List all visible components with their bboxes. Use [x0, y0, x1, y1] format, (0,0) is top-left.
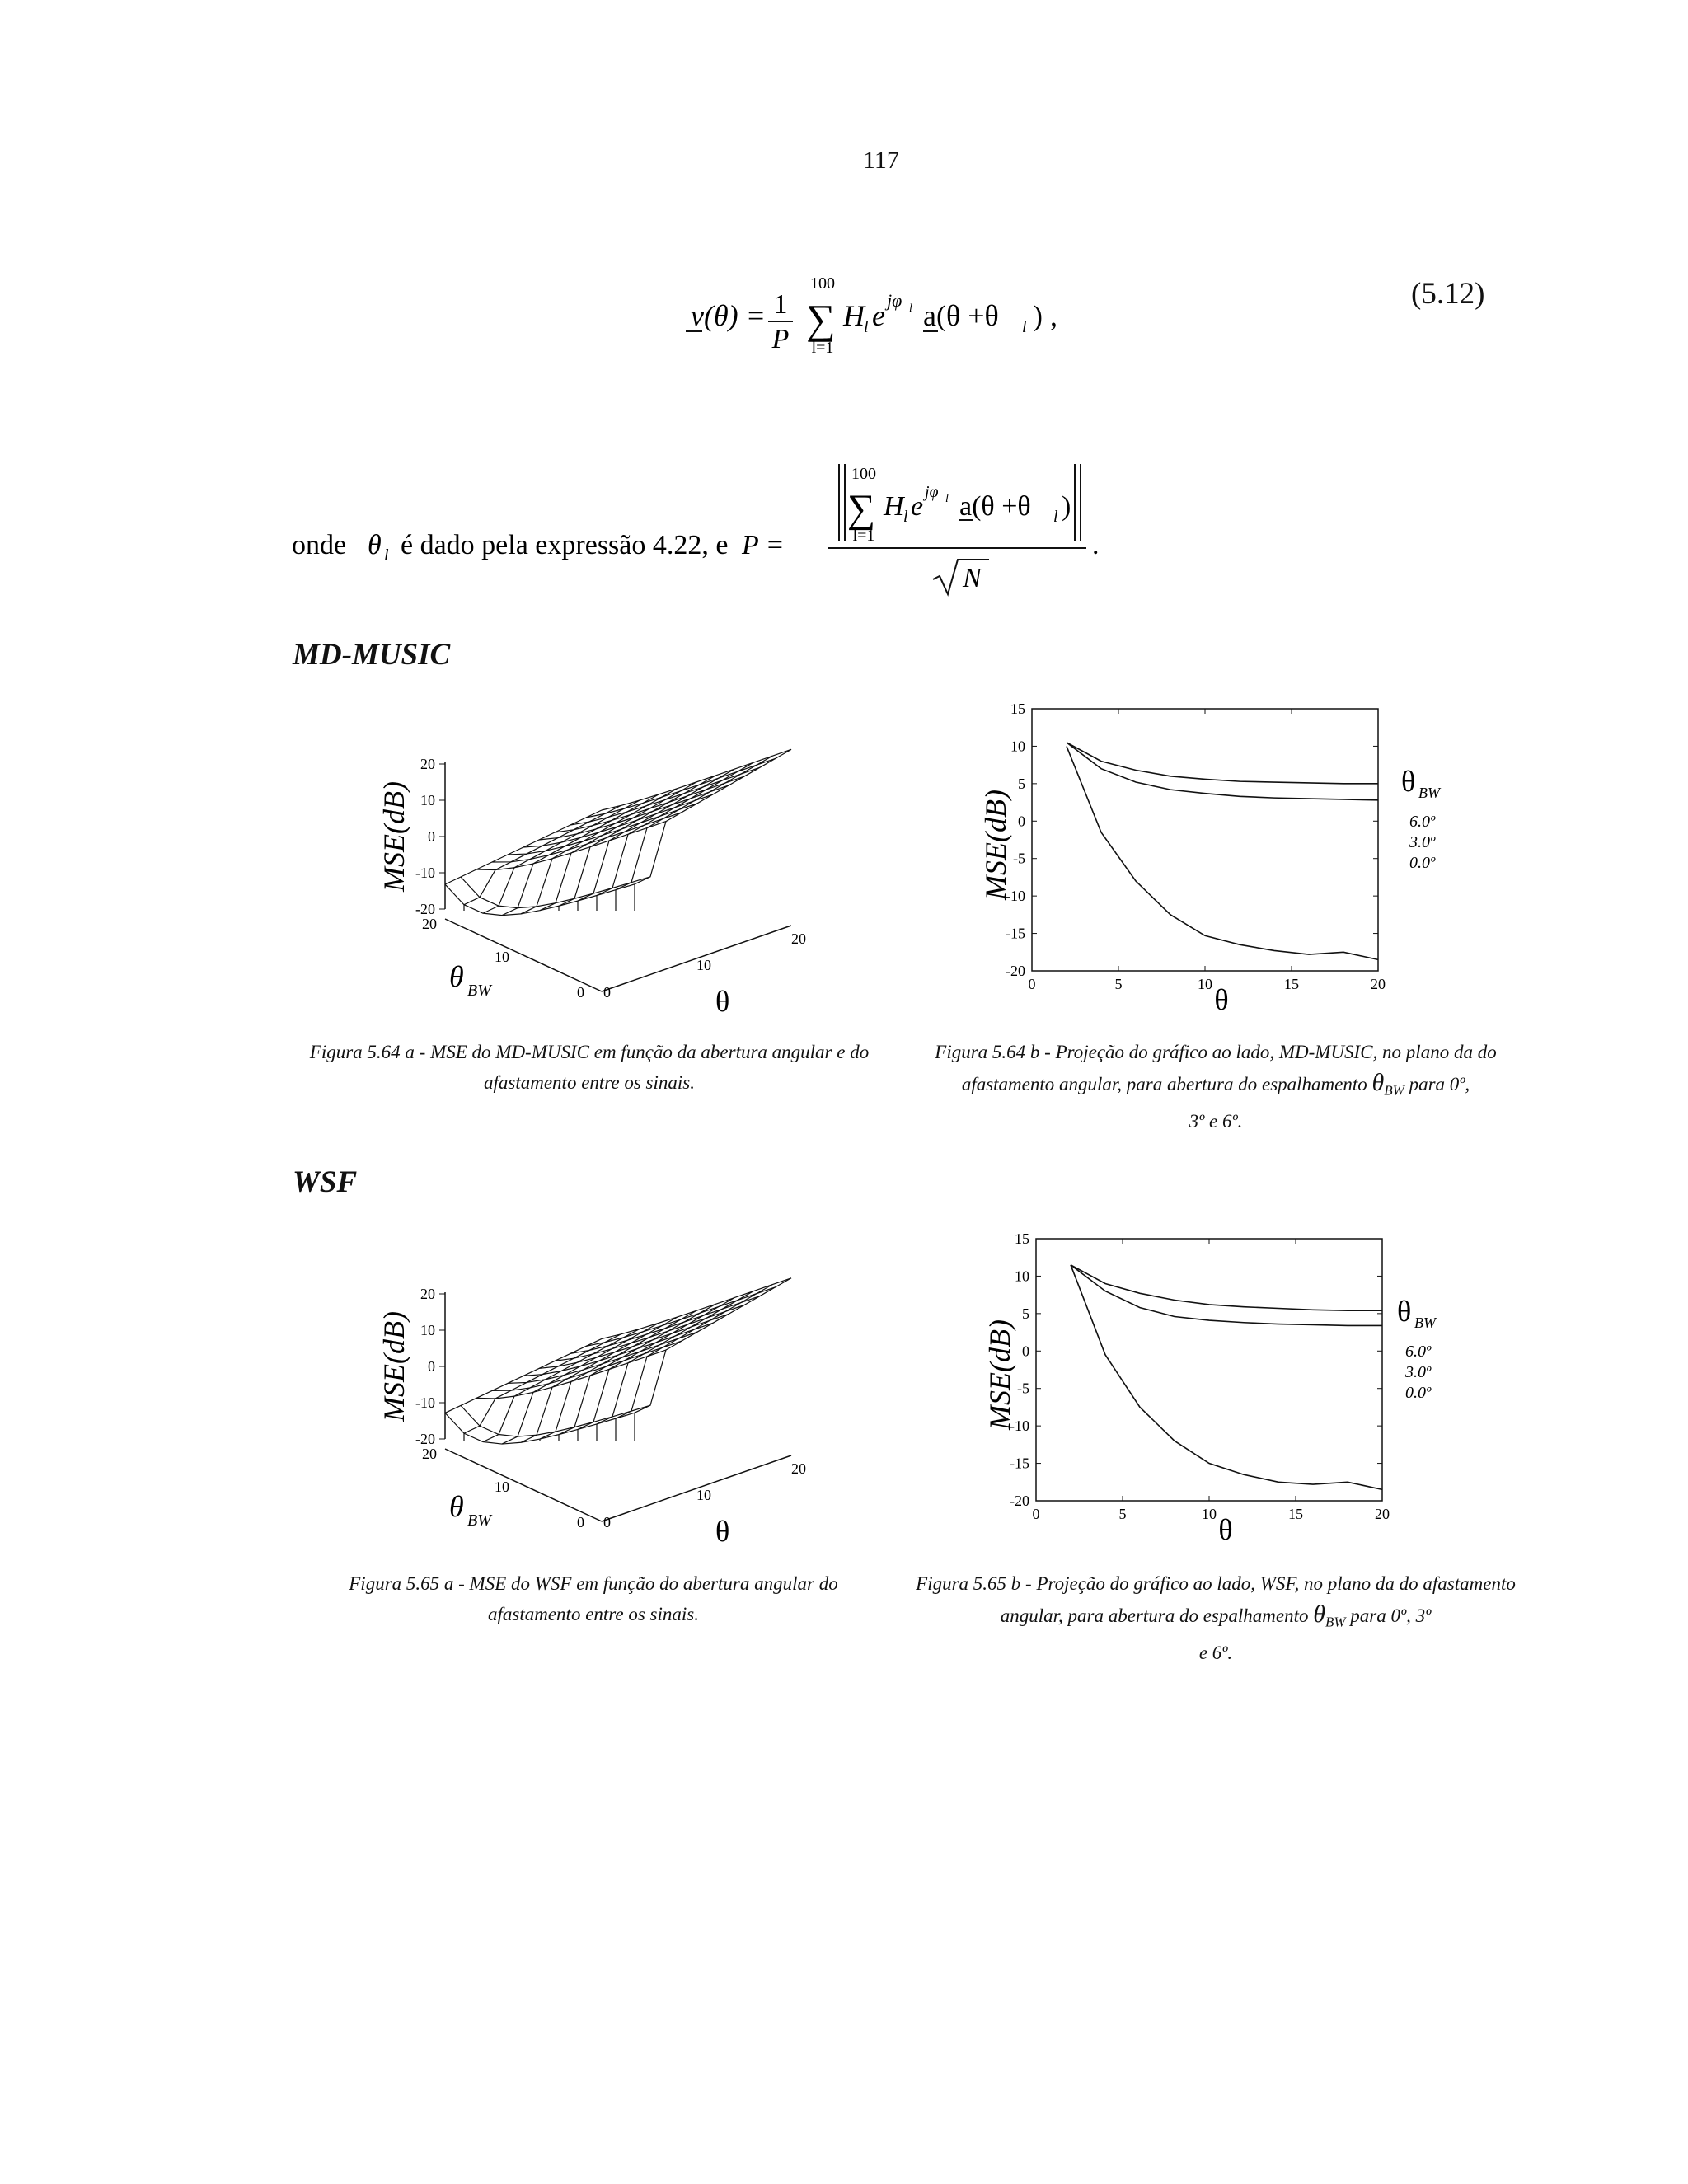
- surf1-theta-tick: 10: [696, 957, 711, 973]
- projection-chart-wsf: [977, 1218, 1471, 1556]
- chart1-legend-entry: 3.0º: [1409, 833, 1436, 851]
- def-sigma: ∑: [847, 487, 876, 531]
- surf2-z-tick: -10: [415, 1394, 435, 1411]
- surf1-theta-tick: 20: [791, 930, 806, 947]
- surf1-bw-tick: 10: [495, 949, 509, 965]
- eq-sigma: ∑: [806, 296, 836, 342]
- def-text: é dado pela expressão 4.22, e: [401, 530, 729, 560]
- mesh-line: [578, 769, 734, 901]
- eq-exp-power-sub: l: [909, 302, 912, 315]
- chart1-plot-area: [1006, 701, 1386, 992]
- y-tick-label: -5: [1017, 1380, 1029, 1397]
- def-p-label: P =: [742, 530, 785, 560]
- eq-denominator: P: [771, 324, 790, 354]
- y-tick-label: 10: [1015, 1268, 1029, 1285]
- def-exp-base: e: [911, 491, 924, 522]
- caption-5-65b-text2: para 0º, 3º: [1350, 1605, 1432, 1626]
- surf2-theta-tick: 20: [791, 1460, 806, 1477]
- def-exp-power: jφ: [925, 483, 939, 501]
- mesh-line: [578, 1298, 734, 1430]
- caption-5-65b-theta-sub: BW: [1325, 1614, 1346, 1630]
- chart1-legend-entry: 6.0º: [1409, 813, 1436, 831]
- chart1-y-label: MSE(dB): [979, 790, 1012, 900]
- surf1-theta-label: θ: [715, 985, 730, 1018]
- surf2-bw-tick: 0: [577, 1514, 584, 1530]
- surf1-bw-tick: 0: [577, 984, 584, 1001]
- caption-5-65b-theta: θ: [1313, 1601, 1325, 1628]
- caption-5-65b-text3: e 6º.: [1198, 1642, 1233, 1663]
- surf1-bw-label: θ: [449, 960, 464, 993]
- chart2-legend-entry: 0.0º: [1405, 1384, 1432, 1402]
- series-line-0: [1067, 743, 1378, 784]
- chart1-x-label: θ: [1214, 983, 1229, 1016]
- surface-mesh: [445, 749, 791, 915]
- mesh-line: [602, 1278, 791, 1339]
- surf2-z-tick: 0: [428, 1358, 435, 1375]
- x-tick-label: 15: [1284, 976, 1299, 992]
- equation-5-12: [676, 264, 1104, 363]
- eq-sum-lower: l=1: [811, 339, 834, 357]
- caption-5-64b-text2: para 0º,: [1409, 1074, 1470, 1094]
- eq-vector-term: a(θ +θ: [923, 299, 999, 332]
- def-sum-lower: l=1: [852, 527, 875, 545]
- y-tick-label: 5: [1022, 1305, 1029, 1322]
- eq-lhs: v(θ) =: [691, 299, 766, 332]
- caption-5-65b-text: Figura 5.65 b - Projeção do gráfico ao lado, WSF, no plano da do afastamento angular, para abertura do espalhamento: [916, 1573, 1516, 1626]
- definition-line: [280, 457, 1121, 598]
- y-tick-label: 15: [1010, 701, 1025, 717]
- eq-vector-sub: l: [1022, 318, 1027, 336]
- def-theta-sub: l: [384, 546, 389, 565]
- surf1-z-tick: -10: [415, 865, 435, 881]
- y-tick-label: 5: [1018, 775, 1025, 792]
- section-heading-md-music: MD-MUSIC: [293, 638, 451, 672]
- x-tick-label: 0: [1028, 976, 1036, 992]
- eq-close: ) ,: [1033, 299, 1057, 332]
- chart2-plot-area: [1010, 1230, 1390, 1522]
- y-tick-label: 0: [1022, 1343, 1029, 1360]
- x-tick-label: 10: [1202, 1506, 1217, 1522]
- chart1-legend-sub: BW: [1418, 785, 1440, 801]
- caption-5-64b-text: Figura 5.64 b - Projeção do gráfico ao lado, MD-MUSIC, no plano da do afastamento angular, para abertura do espalhamento: [935, 1042, 1497, 1094]
- def-period: .: [1092, 530, 1100, 560]
- surf2-bw-label: θ: [449, 1490, 464, 1523]
- surf1-z-tick: -20: [415, 901, 435, 917]
- y-tick-label: -10: [1010, 1418, 1029, 1435]
- x-tick-label: 15: [1288, 1506, 1303, 1522]
- chart2-legend-entry: 3.0º: [1405, 1363, 1432, 1381]
- chart2-y-label: MSE(dB): [983, 1319, 1016, 1430]
- eq-summand: H: [843, 299, 865, 332]
- x-tick-label: 5: [1118, 1506, 1127, 1522]
- surf2-bw-tick: 20: [422, 1446, 437, 1462]
- surface-plot-wsf: [363, 1276, 923, 1548]
- y-tick-label: -15: [1006, 925, 1025, 942]
- def-close: ): [1062, 491, 1071, 522]
- figure-caption-5-65b: [911, 1568, 1521, 1668]
- series-line-1: [1067, 743, 1378, 800]
- surf1-bw-tick: 20: [422, 916, 437, 932]
- projection-chart-md-music: [973, 688, 1467, 1026]
- surf2-theta-tick: 10: [696, 1487, 711, 1503]
- surf2-z-label: MSE(dB): [377, 1311, 410, 1422]
- chart1-legend-title: θ: [1401, 765, 1416, 798]
- y-tick-label: -20: [1010, 1493, 1029, 1509]
- y-tick-label: -15: [1010, 1455, 1029, 1472]
- surf1-theta-tick: 0: [603, 984, 611, 1001]
- y-tick-label: -10: [1006, 888, 1025, 905]
- chart2-legend-entry: 6.0º: [1405, 1343, 1432, 1361]
- chart1-legend-entry: 0.0º: [1409, 854, 1436, 872]
- def-vector-term: a(θ +θ: [959, 491, 1031, 522]
- surface-mesh: [445, 1278, 791, 1444]
- surf1-z-tick: 20: [420, 756, 435, 772]
- def-vector-sub: l: [1053, 508, 1058, 526]
- mesh-line: [559, 776, 715, 906]
- eq-numerator: 1: [773, 289, 788, 320]
- y-tick-label: -5: [1013, 850, 1025, 867]
- series-line-2: [1067, 746, 1378, 959]
- caption-5-64b-theta: θ: [1372, 1069, 1385, 1096]
- chart2-legend-sub: BW: [1414, 1315, 1436, 1331]
- eq-summand-sub: l: [864, 318, 869, 336]
- mesh-line: [602, 749, 791, 810]
- x-tick-label: 0: [1032, 1506, 1040, 1522]
- figure-caption-5-65a: Figura 5.65 a - MSE do WSF em função do abertura angular do afastamento entre os sinais.: [349, 1573, 838, 1624]
- y-tick-label: 0: [1018, 813, 1025, 830]
- surf2-bw-sub: BW: [467, 1511, 491, 1530]
- y-tick-label: -20: [1006, 963, 1025, 979]
- page-number: 117: [863, 147, 899, 174]
- surface-plot-md-music: [363, 746, 923, 1018]
- chart2-x-label: θ: [1218, 1513, 1233, 1546]
- x-tick-label: 10: [1198, 976, 1212, 992]
- eq-exp-power: jφ: [887, 290, 903, 311]
- surf2-z-tick: -20: [415, 1431, 435, 1447]
- surf2-z-tick: 10: [420, 1322, 435, 1338]
- def-denominator: N: [963, 563, 982, 593]
- figure-caption-5-64b: [915, 1037, 1517, 1137]
- caption-5-64b-text3: 3º e 6º.: [1189, 1110, 1243, 1132]
- def-exp-power-sub: l: [945, 493, 949, 505]
- surf1-z-tick: 10: [420, 792, 435, 808]
- mesh-line: [559, 1304, 715, 1434]
- x-tick-label: 20: [1371, 976, 1386, 992]
- caption-5-64b-theta-sub: BW: [1384, 1082, 1404, 1099]
- section-heading-wsf: WSF: [293, 1165, 358, 1199]
- eq-sum-upper: 100: [810, 274, 835, 293]
- series-line-2: [1071, 1265, 1382, 1490]
- surf2-theta-tick: 0: [603, 1514, 611, 1530]
- def-summand-sub: l: [903, 508, 908, 526]
- y-tick-label: 15: [1015, 1230, 1029, 1247]
- def-theta: θ: [368, 530, 382, 560]
- surf1-z-label: MSE(dB): [377, 781, 410, 892]
- equation-number: (5.12): [1411, 277, 1485, 311]
- surf1-bw-sub: BW: [467, 982, 491, 1000]
- series-line-1: [1071, 1265, 1382, 1326]
- def-prefix: onde: [292, 530, 347, 560]
- series-line-0: [1071, 1265, 1382, 1310]
- plot-frame: [1032, 709, 1378, 971]
- surf2-bw-tick: 10: [495, 1479, 509, 1495]
- x-tick-label: 5: [1114, 976, 1123, 992]
- def-summand: H: [884, 491, 904, 522]
- x-tick-label: 20: [1375, 1506, 1390, 1522]
- surf1-z-tick: 0: [428, 828, 435, 845]
- chart2-legend-title: θ: [1397, 1295, 1412, 1328]
- def-sum-upper: 100: [851, 465, 876, 483]
- surf2-theta-label: θ: [715, 1515, 730, 1548]
- surf2-z-tick: 20: [420, 1286, 435, 1302]
- figure-caption-5-64a: Figura 5.64 a - MSE do MD-MUSIC em função da abertura angular e do afastamento entre os sinais.: [309, 1042, 870, 1093]
- y-tick-label: 10: [1010, 738, 1025, 755]
- eq-exp-base: e: [872, 299, 885, 332]
